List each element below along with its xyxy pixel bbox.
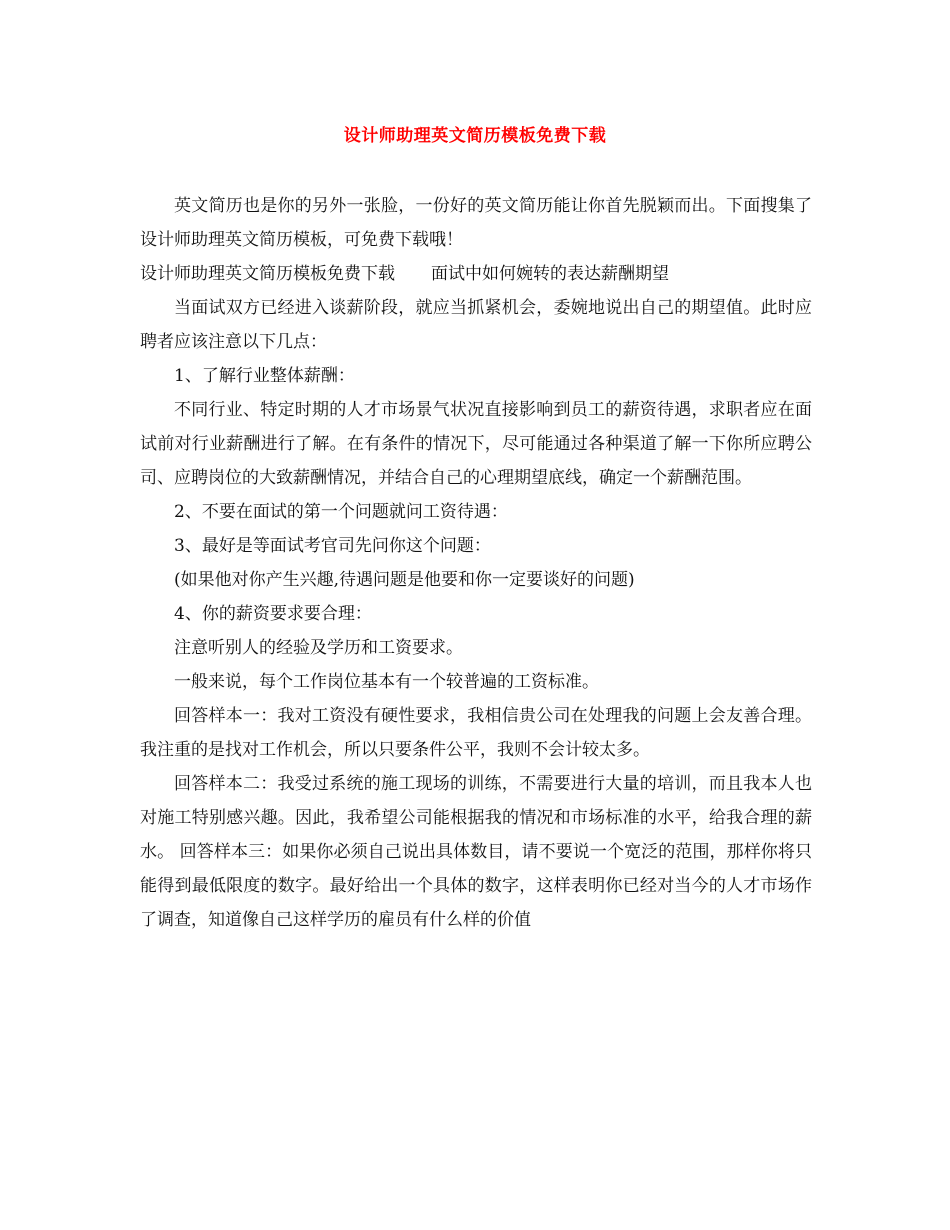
paragraph-point-2-heading: 2、不要在面试的第一个问题就问工资待遇： bbox=[174, 502, 508, 522]
paragraph-point-1-heading: 1、了解行业整体薪酬： bbox=[174, 366, 355, 386]
document-title: 设计师助理英文简历模板免费下载 bbox=[343, 126, 607, 146]
document-body bbox=[140, 189, 812, 937]
paragraph-negotiation-stage: 当面试双方已经进入谈薪阶段，就应当抓紧机会，委婉地说出自己的期望值。此时应聘者应该注意以下几点： bbox=[140, 298, 812, 352]
related-links-line bbox=[140, 257, 812, 291]
paragraph-point-1-body: 不同行业、特定时期的人才市场景气状况直接影响到员工的薪资待遇，求职者应在面试前对行业薪酬进行了解。在有条件的情况下，尽可能通过各种渠道了解一下你所应聘公司、应聘岗位的大致薪酬情况，并结合自己的心理期望底线，确定一个薪酬范围。 bbox=[140, 400, 812, 488]
paragraph-point-3-heading: 3、最好是等面试考官司先问你这个问题： bbox=[174, 536, 491, 556]
related-link-resume-template[interactable]: 设计师助理英文简历模板免费下载 bbox=[140, 264, 395, 284]
related-link-salary-expectation[interactable]: 面试中如何婉转的表达薪酬期望 bbox=[431, 264, 669, 284]
paragraph-sample-answer-1: 回答样本一：我对工资没有硬性要求，我相信贵公司在处理我的问题上会友善合理。我注重的是找对工作机会，所以只要条件公平，我则不会计较太多。 bbox=[140, 706, 812, 760]
paragraph-point-4-heading: 4、你的薪资要求要合理： bbox=[174, 604, 372, 624]
paragraph-sample-answer-2-3: 回答样本二：我受过系统的施工现场的训练，不需要进行大量的培训，而且我本人也对施工特别感兴趣。因此，我希望公司能根据我的情况和市场标准的水平，给我合理的薪水。 回答样本三：如果你必须自己说出具体数目，请不要说一个宽泛的范围，那样你将只能得到最低限度的数字。最好给出一个具体的数字，这样表明你已经对当今的人才市场作了调查，知道像自己这样学历的雇员有什么样的价值 bbox=[140, 774, 812, 930]
paragraph-point-4-body: 注意听别人的经验及学历和工资要求。 bbox=[174, 638, 463, 658]
paragraph-salary-standard: 一般来说，每个工作岗位基本有一个较普遍的工资标准。 bbox=[174, 672, 599, 692]
paragraph-intro: 英文简历也是你的另外一张脸，一份好的英文简历能让你首先脱颖而出。下面搜集了设计师助理英文简历模板，可免费下载哦！ bbox=[140, 196, 812, 250]
paragraph-point-3-note: (如果他对你产生兴趣,待遇问题是他要和你一定要谈好的问题) bbox=[174, 570, 635, 590]
